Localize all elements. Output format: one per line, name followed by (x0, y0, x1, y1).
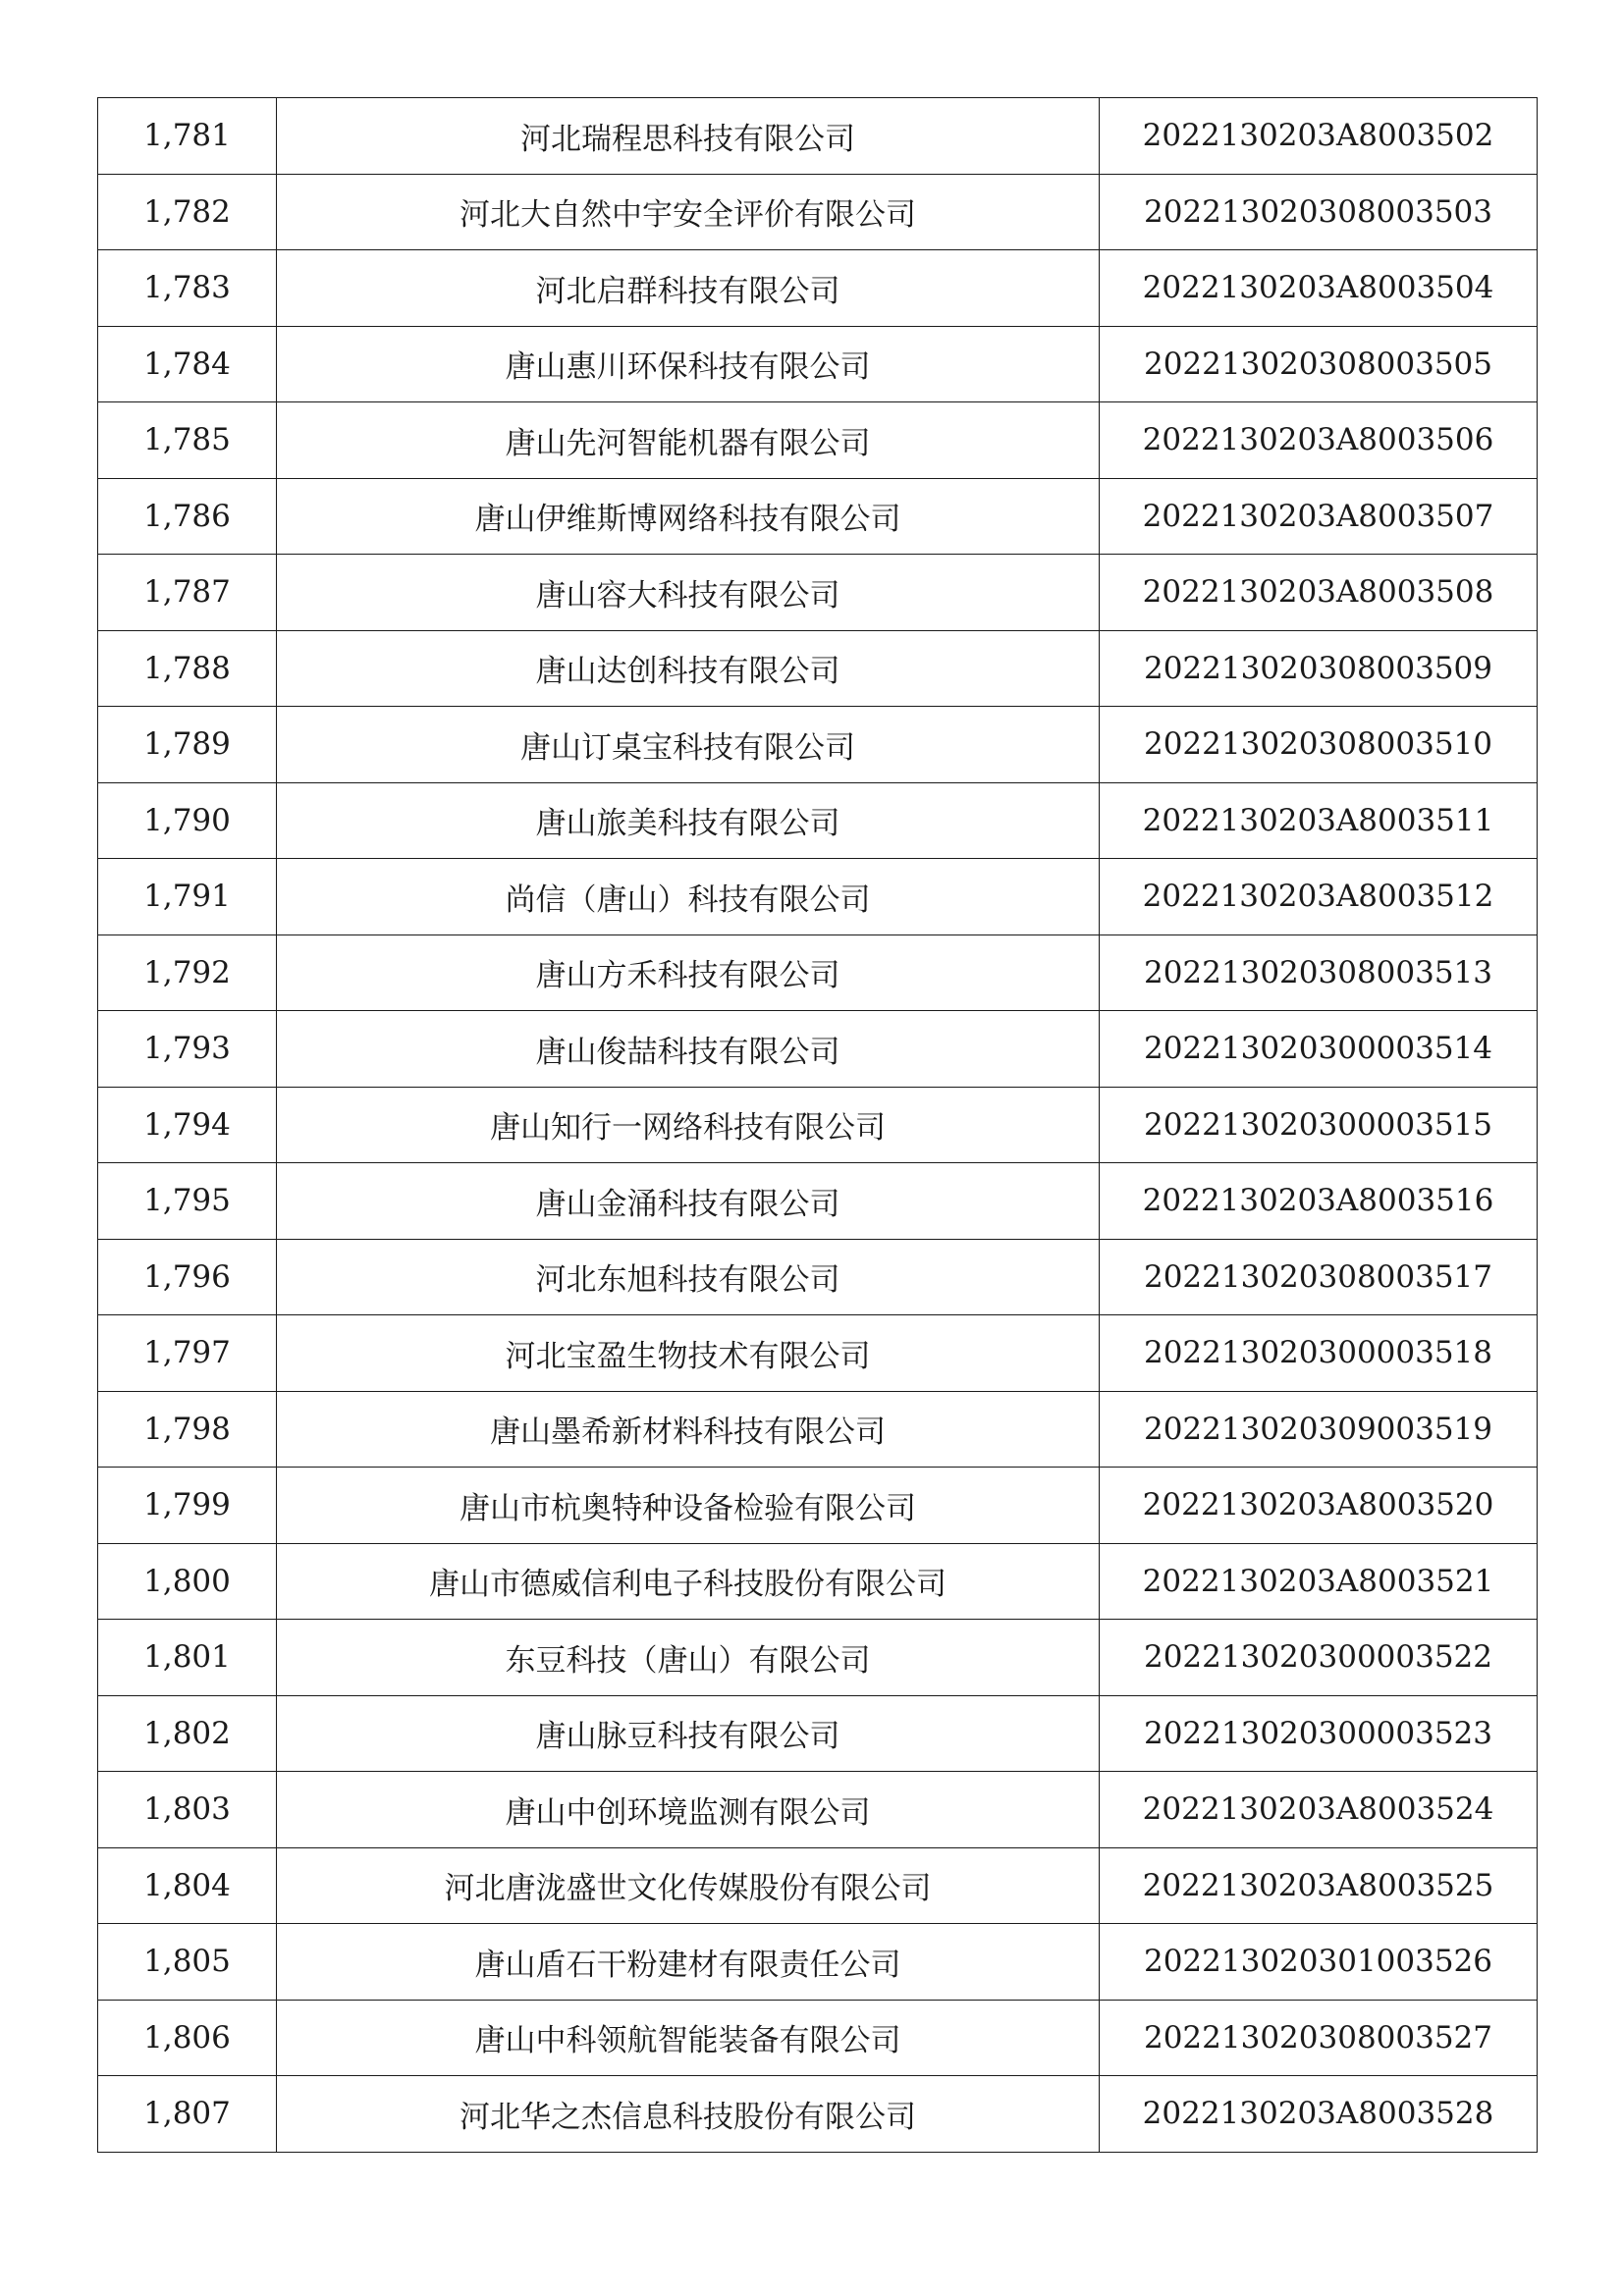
registration-code-cell: 2022130203A8003524 (1100, 1772, 1538, 1848)
table-body (98, 98, 1538, 2153)
row-index-cell: 1,800 (98, 1543, 277, 1620)
row-index-cell: 1,786 (98, 478, 277, 555)
company-name-cell: 唐山盾石干粉建材有限责任公司 (277, 1924, 1100, 2001)
company-name-cell: 唐山伊维斯博网络科技有限公司 (277, 478, 1100, 555)
company-name-cell: 唐山市德威信利电子科技股份有限公司 (277, 1543, 1100, 1620)
row-index-cell: 1,802 (98, 1695, 277, 1772)
table-row (98, 1543, 1538, 1620)
registration-code-cell: 202213020308003503 (1100, 174, 1538, 250)
company-name-cell: 唐山订桌宝科技有限公司 (277, 707, 1100, 783)
row-index-cell: 1,803 (98, 1772, 277, 1848)
row-index-cell: 1,801 (98, 1620, 277, 1696)
row-index-cell: 1,806 (98, 2000, 277, 2076)
table-row (98, 1163, 1538, 1240)
row-index-cell: 1,805 (98, 1924, 277, 2001)
row-index-cell: 1,784 (98, 326, 277, 402)
row-index-cell: 1,807 (98, 2076, 277, 2153)
company-name-cell: 河北宝盈生物技术有限公司 (277, 1315, 1100, 1392)
company-name-cell: 唐山墨希新材料科技有限公司 (277, 1391, 1100, 1468)
row-index-cell: 1,804 (98, 1847, 277, 1924)
company-name-cell: 唐山俊喆科技有限公司 (277, 1011, 1100, 1088)
company-name-cell: 唐山惠川环保科技有限公司 (277, 326, 1100, 402)
company-name-cell: 唐山中创环境监测有限公司 (277, 1772, 1100, 1848)
table-row (98, 1011, 1538, 1088)
row-index-cell: 1,789 (98, 707, 277, 783)
table-row (98, 2000, 1538, 2076)
registration-code-cell: 2022130203A8003508 (1100, 555, 1538, 631)
registration-code-cell: 202213020308003527 (1100, 2000, 1538, 2076)
row-index-cell: 1,785 (98, 402, 277, 479)
row-index-cell: 1,782 (98, 174, 277, 250)
company-name-cell: 东豆科技（唐山）有限公司 (277, 1620, 1100, 1696)
table-row (98, 1391, 1538, 1468)
registration-code-cell: 202213020300003515 (1100, 1087, 1538, 1163)
company-name-cell: 尚信（唐山）科技有限公司 (277, 859, 1100, 935)
row-index-cell: 1,795 (98, 1163, 277, 1240)
row-index-cell: 1,787 (98, 555, 277, 631)
registration-code-cell: 2022130203A8003504 (1100, 250, 1538, 327)
registration-code-cell: 202213020309003519 (1100, 1391, 1538, 1468)
row-index-cell: 1,794 (98, 1087, 277, 1163)
registration-code-cell: 202213020308003517 (1100, 1239, 1538, 1315)
company-name-cell: 河北唐泷盛世文化传媒股份有限公司 (277, 1847, 1100, 1924)
company-name-cell: 河北大自然中宇安全评价有限公司 (277, 174, 1100, 250)
table-row (98, 98, 1538, 175)
table-row (98, 1695, 1538, 1772)
row-index-cell: 1,793 (98, 1011, 277, 1088)
registration-code-cell: 202213020301003526 (1100, 1924, 1538, 2001)
company-name-cell: 河北启群科技有限公司 (277, 250, 1100, 327)
registration-code-cell: 202213020308003510 (1100, 707, 1538, 783)
registration-code-cell: 202213020300003522 (1100, 1620, 1538, 1696)
table-row (98, 326, 1538, 402)
table-row (98, 859, 1538, 935)
table-row (98, 250, 1538, 327)
registration-code-cell: 2022130203A8003516 (1100, 1163, 1538, 1240)
company-name-cell: 唐山中科领航智能装备有限公司 (277, 2000, 1100, 2076)
registration-code-cell: 2022130203A8003506 (1100, 402, 1538, 479)
registration-code-cell: 2022130203A8003511 (1100, 782, 1538, 859)
company-name-cell: 唐山知行一网络科技有限公司 (277, 1087, 1100, 1163)
company-name-cell: 唐山脉豆科技有限公司 (277, 1695, 1100, 1772)
row-index-cell: 1,791 (98, 859, 277, 935)
table-row (98, 1239, 1538, 1315)
company-name-cell: 河北东旭科技有限公司 (277, 1239, 1100, 1315)
company-name-cell: 唐山旅美科技有限公司 (277, 782, 1100, 859)
company-name-cell: 唐山金涌科技有限公司 (277, 1163, 1100, 1240)
company-name-cell: 唐山达创科技有限公司 (277, 630, 1100, 707)
table-row (98, 478, 1538, 555)
table-row (98, 1315, 1538, 1392)
table-row (98, 174, 1538, 250)
table-row (98, 1924, 1538, 2001)
row-index-cell: 1,797 (98, 1315, 277, 1392)
row-index-cell: 1,799 (98, 1468, 277, 1544)
company-name-cell: 唐山容大科技有限公司 (277, 555, 1100, 631)
registration-code-cell: 2022130203A8003502 (1100, 98, 1538, 175)
registration-code-cell: 202213020300003518 (1100, 1315, 1538, 1392)
registration-code-cell: 2022130203A8003525 (1100, 1847, 1538, 1924)
company-name-cell: 河北瑞程思科技有限公司 (277, 98, 1100, 175)
company-name-cell: 唐山方禾科技有限公司 (277, 934, 1100, 1011)
row-index-cell: 1,796 (98, 1239, 277, 1315)
registration-code-cell: 2022130203A8003521 (1100, 1543, 1538, 1620)
table-row (98, 1087, 1538, 1163)
row-index-cell: 1,788 (98, 630, 277, 707)
registration-code-cell: 2022130203A8003507 (1100, 478, 1538, 555)
registration-code-cell: 2022130203A8003528 (1100, 2076, 1538, 2153)
company-name-cell: 唐山先河智能机器有限公司 (277, 402, 1100, 479)
table-row (98, 1620, 1538, 1696)
registration-code-cell: 202213020308003505 (1100, 326, 1538, 402)
registration-code-cell: 2022130203A8003512 (1100, 859, 1538, 935)
table-row (98, 555, 1538, 631)
registration-code-cell: 202213020300003523 (1100, 1695, 1538, 1772)
registration-code-cell: 2022130203A8003520 (1100, 1468, 1538, 1544)
row-index-cell: 1,781 (98, 98, 277, 175)
table-row (98, 1847, 1538, 1924)
company-name-cell: 唐山市杭奥特种设备检验有限公司 (277, 1468, 1100, 1544)
table-row (98, 402, 1538, 479)
row-index-cell: 1,798 (98, 1391, 277, 1468)
row-index-cell: 1,783 (98, 250, 277, 327)
registration-code-cell: 202213020300003514 (1100, 1011, 1538, 1088)
table-row (98, 2076, 1538, 2153)
registration-code-cell: 202213020308003509 (1100, 630, 1538, 707)
row-index-cell: 1,790 (98, 782, 277, 859)
table-row (98, 934, 1538, 1011)
table-row (98, 1772, 1538, 1848)
table-row (98, 1468, 1538, 1544)
company-name-cell: 河北华之杰信息科技股份有限公司 (277, 2076, 1100, 2153)
table-row (98, 707, 1538, 783)
company-registry-table (97, 97, 1538, 2153)
row-index-cell: 1,792 (98, 934, 277, 1011)
registration-code-cell: 202213020308003513 (1100, 934, 1538, 1011)
table-row (98, 630, 1538, 707)
table-row (98, 782, 1538, 859)
